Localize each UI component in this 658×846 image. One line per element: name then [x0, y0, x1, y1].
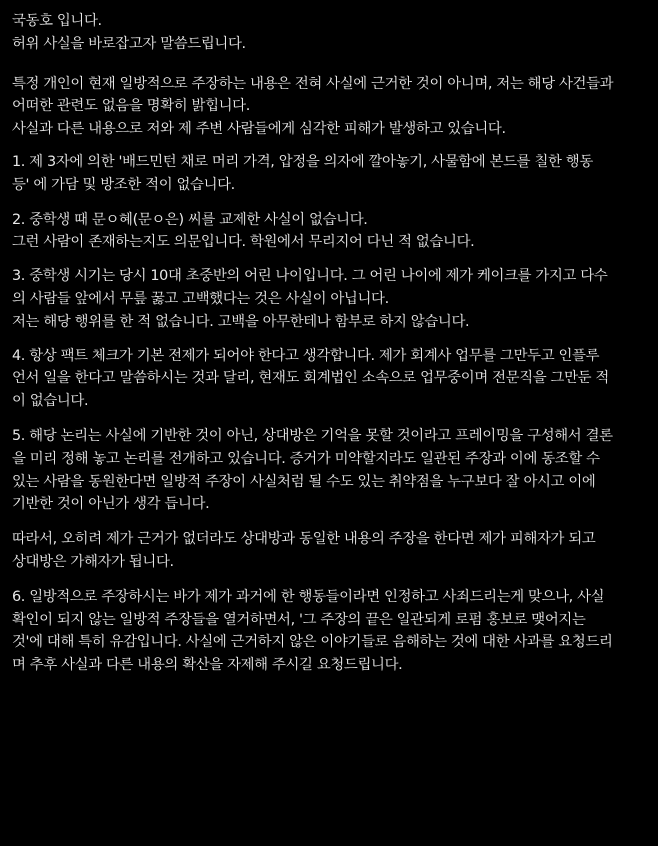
- statement-document: [12, 10, 652, 677]
- text-line: 언서 일을 한다고 말씀하시는 것과 달리, 현재도 회계법인 소속으로 업무중이며 전문직을 그만둔 적: [12, 370, 609, 387]
- text-line: 국동호 입니다.: [12, 13, 102, 29]
- conclusion-paragraph: [12, 528, 652, 574]
- text-line: 1. 제 3자에 의한 '배드민턴 채로 머리 가격, 압정을 의자에 깔아놓기, 사물함에 본드를 칠한 행동: [12, 153, 593, 170]
- text-line: 3. 중학생 시기는 당시 10대 초중반의 어린 나이입니다. 그 어린 나이에 제가 케이크를 가지고 다수: [12, 268, 608, 285]
- point-2-paragraph: [12, 209, 652, 255]
- text-line: 사실과 다른 내용으로 저와 제 주변 사람들에게 심각한 피해가 발생하고 있습니다.: [12, 121, 506, 138]
- text-line: 5. 해당 논리는 사실에 기반한 것이 아닌, 상대방은 기억을 못할 것이라고 프레이밍을 구성해서 결론: [12, 427, 613, 444]
- intro-paragraph: [12, 10, 652, 56]
- text-line: 허위 사실을 바로잡고자 말씀드립니다.: [12, 35, 246, 52]
- text-line: 확인이 되지 않는 일방적 주장들을 열거하면서, '그 주장의 끝은 일관되게 로펌 홍보로 맺어지는: [12, 611, 586, 628]
- point-6-paragraph: [12, 586, 652, 677]
- text-line: 의 사람들 앞에서 무릎 꿇고 고백했다는 것은 사실이 아닙니다.: [12, 290, 389, 307]
- text-line: 등' 에 가담 및 방조한 적이 없습니다.: [12, 176, 235, 193]
- point-1-paragraph: [12, 151, 652, 197]
- text-line: 있는 사람을 동원한다면 일방적 주장이 사실처럼 될 수도 있는 취약점을 누구보다 잘 아시고 이에: [12, 473, 596, 490]
- text-line: 그런 사람이 존재하는지도 의문입니다. 학원에서 무리지어 다닌 적 없습니다.: [12, 234, 475, 251]
- text-line: 것'에 대해 특히 유감입니다. 사실에 근거하지 않은 이야기들로 음해하는 것에 대한 사과를 요청드리: [12, 634, 613, 651]
- point-4-paragraph: [12, 345, 652, 413]
- text-line: 저는 해당 행위를 한 적 없습니다. 고백을 아무한테나 함부로 하지 않습니다.: [12, 313, 470, 330]
- point-5-paragraph: [12, 425, 652, 516]
- text-line: 6. 일방적으로 주장하시는 바가 제가 과거에 한 행동들이라면 인정하고 사죄드리는게 맞으나, 사실: [12, 588, 605, 605]
- text-line: 특정 개인이 현재 일방적으로 주장하는 내용은 전혀 사실에 근거한 것이 아니며, 저는 해당 사건들과: [12, 75, 614, 92]
- text-line: 기반한 것이 아닌가 생각 듭니다.: [12, 496, 210, 513]
- text-line: 을 미리 정해 놓고 논리를 전개하고 있습니다. 증거가 미약할지라도 일관된 주장과 이에 동조할 수: [12, 450, 600, 467]
- text-line: 며 추후 사실과 다른 내용의 확산을 자제해 주시길 요청드립니다.: [12, 657, 403, 674]
- point-3-paragraph: [12, 265, 652, 333]
- text-line: 상대방은 가해자가 됩니다.: [12, 553, 174, 570]
- text-line: 2. 중학생 때 문ㅇ혜(문ㅇ은) 씨를 교제한 사실이 없습니다.: [12, 211, 368, 228]
- text-line: 4. 항상 팩트 체크가 기본 전제가 되어야 한다고 생각합니다. 제가 회계사 업무를 그만두고 인플루: [12, 347, 600, 364]
- statement-paragraph: [12, 73, 652, 141]
- text-line: 따라서, 오히려 제가 근거가 없더라도 상대방과 동일한 내용의 주장을 한다면 제가 피해자가 되고: [12, 531, 596, 548]
- text-line: 이 없습니다.: [12, 393, 89, 410]
- text-line: 어떠한 관련도 없음을 명확히 밝힙니다.: [12, 98, 250, 115]
